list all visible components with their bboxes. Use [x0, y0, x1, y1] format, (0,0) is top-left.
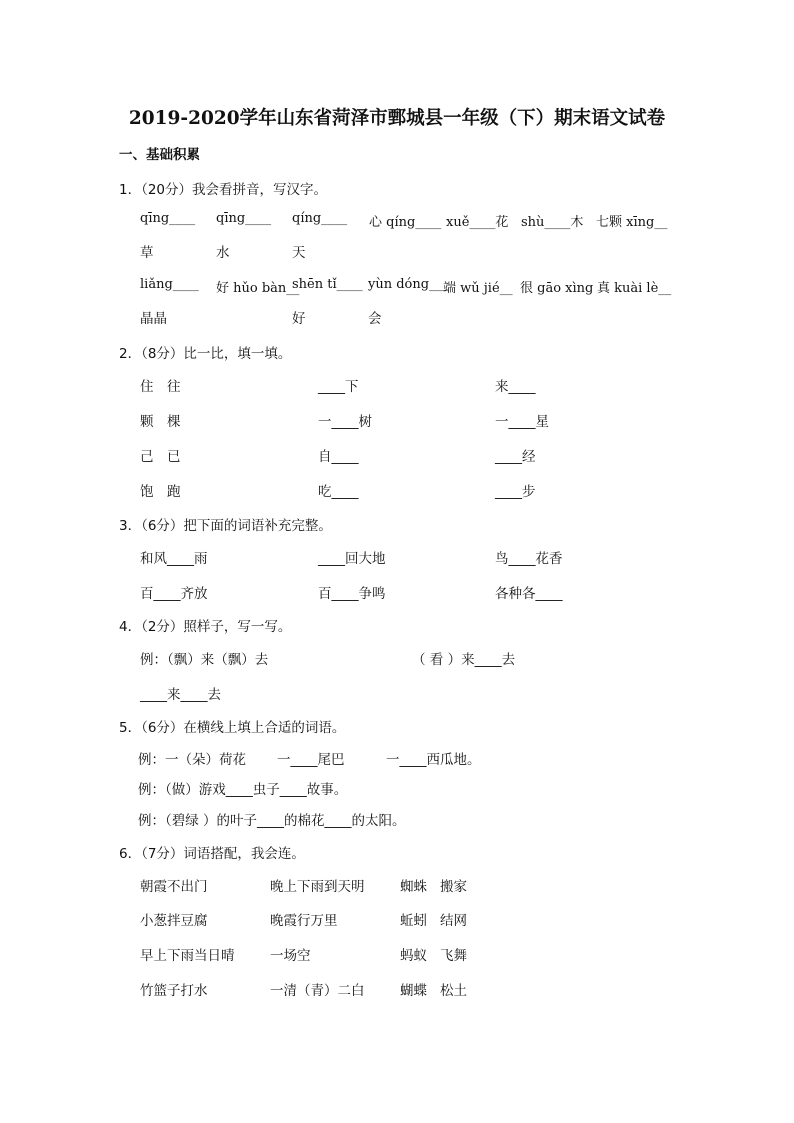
- q4-line: ____来____去: [140, 687, 221, 703]
- q6-cell: 竹篮子打水: [140, 983, 208, 999]
- q1-pinyin-item: shēn tǐ____: [292, 277, 363, 292]
- question-3-stem: 3．（6分）把下面的词语补充完整。: [119, 518, 332, 534]
- q1-pinyin-item: 真 kuài lè__: [597, 281, 672, 296]
- q5-example: 例：一（朵）荷花: [138, 752, 246, 768]
- q1-char: 水: [216, 245, 230, 261]
- q1-pinyin-item: qíng____: [292, 211, 348, 226]
- q6-cell: 晚霞行万里: [270, 913, 338, 929]
- q2-cell: 住 往: [140, 379, 181, 395]
- q5-line: 例：（做）游戏____虫子____故事。: [138, 782, 348, 798]
- q3-cell: 各种各____: [495, 586, 563, 602]
- q3-cell: 和风____雨: [140, 551, 208, 567]
- q5-line: 例：（碧绿 ）的叶子____的棉花____的太阳。: [138, 813, 406, 829]
- q6-cell: 飞舞: [440, 948, 467, 964]
- q4-example: 例：（飘）来（飘）去: [140, 652, 269, 668]
- q6-cell: 结网: [440, 913, 467, 929]
- q1-char: 好: [292, 311, 306, 327]
- q6-cell: 一场空: [270, 948, 311, 964]
- question-5-stem: 5．（6分）在横线上填上合适的词语。: [119, 720, 346, 736]
- q1-char: 天: [292, 245, 306, 261]
- q2-cell: 吃____: [318, 484, 359, 500]
- q3-cell: 鸟____花香: [495, 551, 563, 567]
- q5-item: 一____尾巴: [277, 752, 345, 768]
- q1-pinyin-item: qīng____: [140, 211, 196, 226]
- q6-cell: 小葱拌豆腐: [140, 913, 208, 929]
- q3-cell: 百____齐放: [140, 586, 208, 602]
- q2-cell: 一____树: [318, 414, 372, 430]
- question-2-stem: 2．（8分）比一比，填一填。: [119, 346, 292, 362]
- q2-cell: 颗 棵: [140, 414, 181, 430]
- q2-cell: 一____星: [495, 414, 549, 430]
- question-6-stem: 6．（7分）词语搭配，我会连。: [119, 846, 305, 862]
- q5-item: 一____西瓜地。: [386, 752, 481, 768]
- q6-cell: 搬家: [440, 879, 467, 895]
- q6-cell: 蚯蚓: [400, 913, 427, 929]
- q1-pinyin-item: xuě____花: [446, 215, 509, 230]
- q1-pinyin-item: yùn dóng___: [368, 277, 449, 292]
- q1-char: 晶晶: [140, 311, 167, 327]
- q2-cell: ____下: [318, 379, 359, 395]
- q1-char: 草: [140, 245, 154, 261]
- q3-cell: 百____争鸣: [318, 586, 386, 602]
- q1-pinyin-item: shù____木: [521, 215, 584, 230]
- q1-pinyin-item: 端 wǔ jié__: [443, 281, 513, 296]
- q6-cell: 早上下雨当日晴: [140, 948, 235, 964]
- q1-char: 会: [368, 311, 382, 327]
- question-1-stem: 1．（20分）我会看拼音，写汉字。: [119, 182, 328, 198]
- q2-cell: 来____: [495, 379, 536, 395]
- q1-pinyin-item: 很 gāo xìng: [520, 281, 594, 296]
- q1-pinyin-item: liǎng____: [140, 277, 199, 292]
- section-heading: 一、基础积累: [119, 147, 200, 163]
- q2-cell: ____经: [495, 449, 536, 465]
- q1-pinyin-item: 好 hǔo bàn__: [216, 281, 300, 296]
- q6-cell: 松土: [440, 983, 467, 999]
- q6-cell: 一清（青）二白: [270, 983, 365, 999]
- q6-cell: 蝴蝶: [400, 983, 427, 999]
- q2-cell: 自____: [318, 449, 359, 465]
- q1-pinyin-item: 心 qíng____: [369, 215, 442, 230]
- q1-pinyin-item: 七颗 xīng__: [596, 215, 668, 230]
- q6-cell: 朝霞不出门: [140, 879, 208, 895]
- q4-item: （ 看 ）来____去: [412, 652, 516, 668]
- q6-cell: 蚂蚁: [400, 948, 427, 964]
- page-title: 2019-2020学年山东省菏泽市鄄城县一年级（下）期末语文试卷: [128, 108, 666, 129]
- q6-cell: 晚上下雨到天明: [270, 879, 365, 895]
- q2-cell: ____步: [495, 484, 536, 500]
- q2-cell: 饱 跑: [140, 484, 181, 500]
- q2-cell: 己 已: [140, 449, 181, 465]
- q1-pinyin-item: qīng____: [216, 211, 272, 226]
- question-4-stem: 4．（2分）照样子，写一写。: [119, 619, 292, 635]
- q3-cell: ____回大地: [318, 551, 386, 567]
- q6-cell: 蜘蛛: [400, 879, 427, 895]
